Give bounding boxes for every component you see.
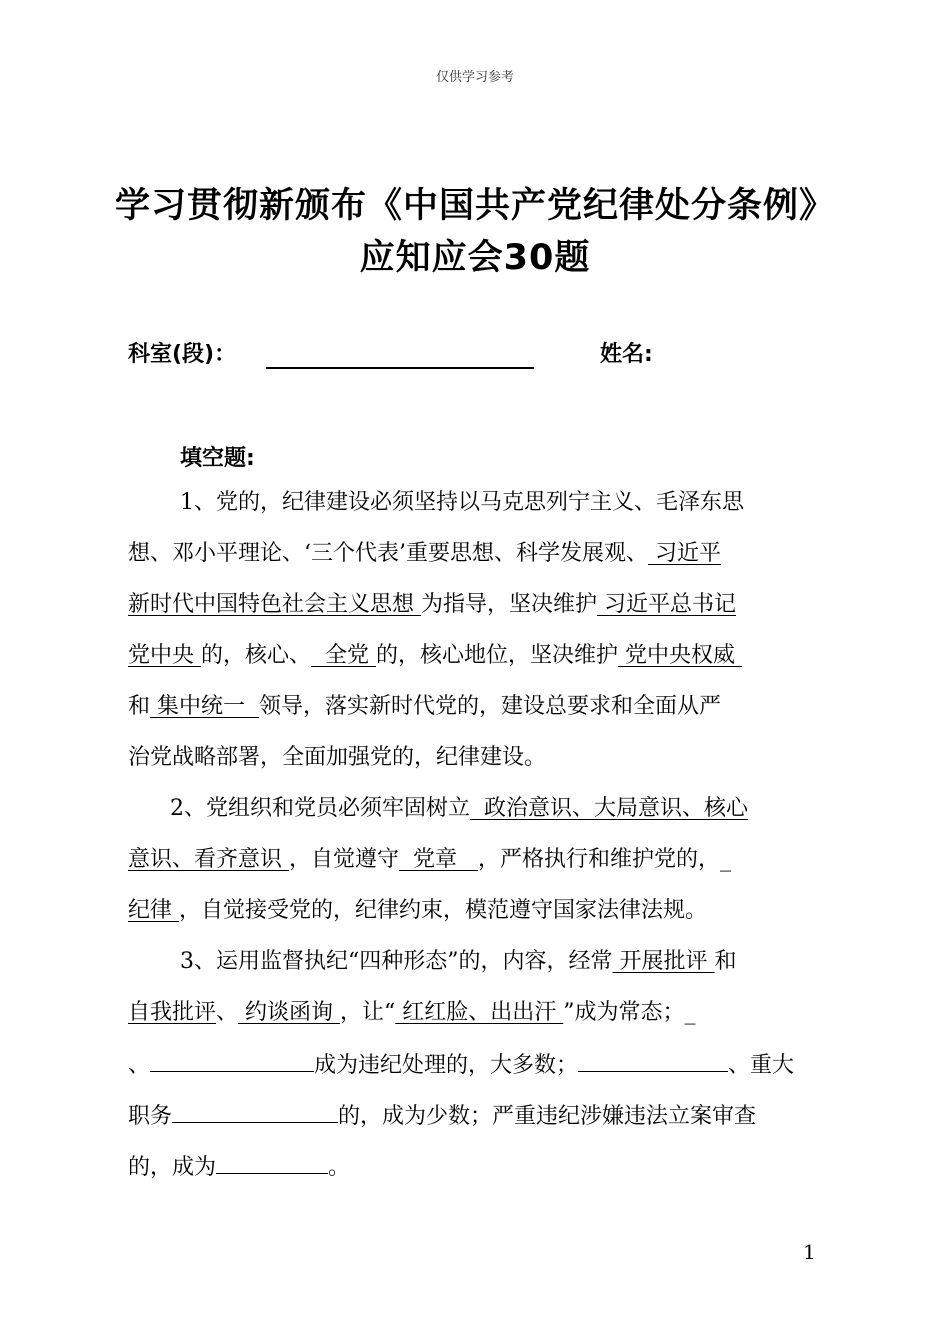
q2-answer: 党章: [399, 847, 478, 872]
q1-line-5: 和 集中统一 领导，落实新时代党的，建设总要求和全面从严: [128, 694, 722, 719]
q1-line-4: 党中央 的，核心、 全党 的，核心地位，坚决维护 党中央权威: [128, 643, 743, 668]
q2-line-1: 2、党组织和党员必须牢固树立 政治意识、大局意识、核心: [170, 796, 748, 821]
department-label: 科室(段)：: [128, 342, 237, 367]
q3-line-5: 的，成为 。: [128, 1146, 834, 1186]
q3-answer: 红红脸、出出汗: [395, 1000, 564, 1025]
q1-answer: 习近平总书记: [597, 592, 737, 617]
department-blank[interactable]: [266, 367, 534, 369]
q2-answer: 意识、看齐意识: [128, 847, 289, 872]
q3-line-4: 职务 的，成为少数；严重违纪涉嫌违法立案审查: [128, 1095, 834, 1135]
q1-line-3: 新时代中国特色社会主义思想 为指导，坚决维护 习近平总书记: [128, 592, 737, 617]
q3-line-2: 自我批评、 约谈函询 ，让“ 红红脸、出出汗 ”成为常态；_: [128, 1000, 696, 1025]
form-fields: [128, 337, 848, 373]
q3-line-3: 、 成为违纪处理的，大多数； 、重大: [128, 1044, 834, 1084]
q2-line-3: 纪律 ，自觉接受党的，纪律约束，模范遵守国家法律法规。: [128, 898, 708, 923]
q1-answer: 党中央: [128, 643, 201, 668]
section-title: 填空题:: [180, 446, 255, 471]
q1-answer: 党中央权威: [618, 643, 743, 668]
q1-line-1: 1、党的，纪律建设必须坚持以马克思列宁主义、毛泽东思: [180, 490, 744, 515]
q3-blank[interactable]: [216, 1146, 328, 1174]
q3-answer: 自我批评: [128, 1000, 217, 1025]
header-note: 仅供学习参考: [435, 70, 514, 85]
q1-answer: 新时代中国特色社会主义思想: [128, 592, 421, 617]
q3-answer: 开展批评: [612, 949, 715, 974]
document-title-line-1: 学习贯彻新颁布《中国共产党纪律处分条例》: [114, 186, 835, 226]
document-title-line-2: 应知应会30题: [359, 238, 591, 278]
q1-answer: 全党: [311, 643, 376, 668]
q1-line-6: 治党战略部署，全面加强党的，纪律建设。: [128, 745, 547, 770]
q3-blank[interactable]: [578, 1044, 728, 1072]
q1-answer: 集中统一: [150, 694, 259, 719]
q3-blank[interactable]: [150, 1044, 314, 1072]
q1-answer: 习近平: [648, 541, 721, 566]
q2-line-2: 意识、看齐意识 ，自觉遵守 党章 ，严格执行和维护党的，_: [128, 847, 731, 872]
q3-blank[interactable]: [172, 1095, 338, 1123]
page-number: 1: [803, 1240, 816, 1264]
q3-answer: 约谈函询: [238, 1000, 341, 1025]
q1-line-2: 想、邓小平理论、‘三个代表’重要思想、科学发展观、 习近平: [128, 541, 721, 566]
q2-answer: 纪律: [128, 898, 179, 923]
q3-line-1: 3、运用监督执纪“四种形态”的，内容，经常 开展批评 和: [180, 949, 737, 974]
q2-answer: 政治意识、大局意识、核心: [470, 796, 748, 821]
name-label: 姓名:: [600, 342, 653, 367]
